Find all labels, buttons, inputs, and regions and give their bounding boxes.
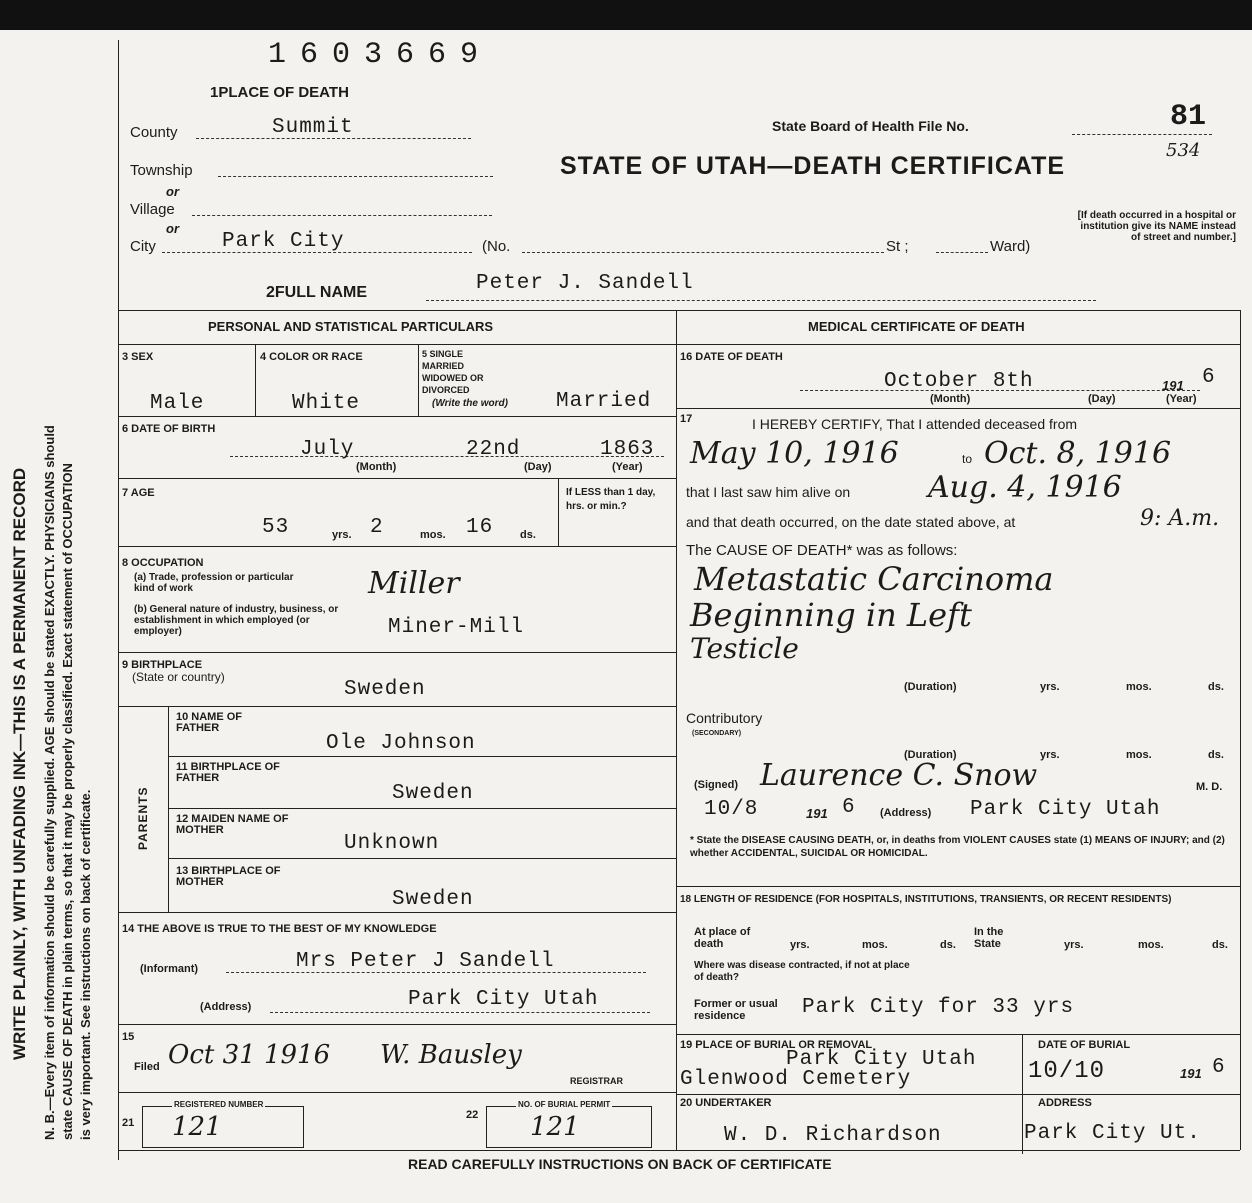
father-name-value: Ole Johnson (326, 732, 476, 755)
state-ds: ds. (1212, 939, 1228, 951)
cemetery-value: Glenwood Cemetery (680, 1068, 912, 1091)
at-place-label: At place of death (694, 926, 751, 950)
rule-informant (118, 912, 676, 913)
occupation-label: 8 OCCUPATION (122, 557, 204, 569)
color-value: White (292, 392, 361, 415)
dod-label: 16 DATE OF DEATH (680, 351, 783, 363)
attended-to: Oct. 8, 1916 (984, 436, 1172, 471)
rule-sex (255, 344, 256, 416)
age-ds-lbl: ds. (520, 529, 536, 541)
age-mos: 2 (370, 516, 384, 539)
dod-year-pre: 191 (1162, 378, 1184, 393)
duration-lbl-2: (Duration) (904, 749, 957, 761)
rule-color (418, 344, 419, 416)
dob-day-lbl: (Day) (524, 461, 552, 473)
color-label: 4 COLOR OR RACE (260, 351, 363, 363)
res-mos: mos. (862, 939, 888, 951)
cause-line-3: Testicle (690, 632, 799, 665)
village-label: Village (130, 201, 175, 218)
rule-mother-bp (168, 858, 676, 859)
md-label: M. D. (1196, 781, 1223, 793)
dob-month: July (300, 438, 355, 461)
death-occurred-label: and that death occurred, on the date stated above, at (686, 514, 1016, 530)
former-residence-label: Former or usual residence (694, 998, 778, 1022)
address-label: (Address) (200, 1001, 252, 1013)
board-label: State Board of Health File No. (772, 118, 969, 134)
rule-top-section (118, 310, 1240, 311)
age-mos-lbl: mos. (420, 529, 446, 541)
registrar-label: REGISTRAR (570, 1076, 624, 1086)
occupation-a-value: Miller (368, 566, 460, 601)
county-value: Summit (272, 116, 354, 139)
or-2: or (166, 221, 179, 236)
dur1-ds: ds. (1208, 681, 1224, 693)
marital-value: Married (556, 390, 652, 413)
occupation-a-label: (a) Trade, profession or particular kind of work (134, 572, 294, 594)
burial-place-label: 19 PLACE OF BURIAL OR REMOVAL (680, 1039, 873, 1051)
dur2-yrs: yrs. (1040, 749, 1060, 761)
dod-month-lbl: (Month) (930, 393, 971, 405)
duration-lbl-1: (Duration) (904, 681, 957, 693)
personal-heading: PERSONAL AND STATISTICAL PARTICULARS (208, 319, 494, 334)
dod-year: 6 (1202, 366, 1216, 389)
age-label: 7 AGE (122, 487, 155, 499)
margin-permanent-record: WRITE PLAINLY, WITH UNFADING INK—THIS IS A PERMANENT RECORD (10, 467, 29, 1060)
signed-label: (Signed) (694, 779, 738, 791)
n22: 22 (466, 1109, 479, 1121)
rule-center (676, 310, 677, 1150)
mother-name-label: 12 MAIDEN NAME OF MOTHER (176, 813, 289, 836)
marital-label: 5 SINGLE MARRIED WIDOWED OR DIVORCED (422, 349, 484, 395)
state-yrs: yrs. (1064, 939, 1084, 951)
rule-filed (118, 1024, 676, 1025)
undertaker-label: 20 UNDERTAKER (680, 1097, 772, 1109)
dob-label: 6 DATE OF BIRTH (122, 423, 216, 435)
place-of-death-label: 1PLACE OF DEATH (210, 84, 349, 101)
cause-note: * State the DISEASE CAUSING DEATH, or, in deaths from VIOLENT CAUSES state (1) MEANS OF INJURY; and (2) whether ACCIDENTAL, SUICIDAL OR HOMICIDAL. (690, 835, 1225, 859)
parents-label: PARENTS (136, 786, 150, 850)
reg-no-box (142, 1106, 304, 1148)
file-no: 81 (1170, 100, 1207, 134)
rule-reg (118, 1092, 676, 1093)
burial-permit-value: 121 (530, 1112, 580, 1142)
rule-certify (676, 408, 1240, 409)
attended-to-lbl: to (962, 452, 973, 466)
filed-label: Filed (134, 1061, 160, 1073)
res-ds: ds. (940, 939, 956, 951)
attended-from: May 10, 1916 (690, 436, 899, 471)
sex-label: 3 SEX (122, 351, 154, 363)
father-name-label: 10 NAME OF FATHER (176, 711, 243, 734)
filed-num: 15 (122, 1031, 135, 1043)
phys-address: Park City Utah (970, 798, 1161, 821)
state-mos: mos. (1138, 939, 1164, 951)
phys-address-lbl: (Address) (880, 807, 932, 819)
informant-label: (Informant) (140, 963, 199, 975)
age-yrs: 53 (262, 516, 290, 539)
disease-contracted-label: Where was disease contracted, if not at place of death? (694, 960, 910, 983)
rule-father-bp (168, 756, 676, 757)
informant-value: Mrs Peter J Sandell (296, 950, 555, 973)
mother-bp-label: 13 BIRTHPLACE OF MOTHER (176, 865, 281, 888)
street-no-label: (No. (482, 238, 511, 255)
last-saw-value: Aug. 4, 1916 (928, 470, 1122, 505)
township-label: Township (130, 162, 193, 179)
st-label: St ; (886, 238, 909, 255)
rule-parents-side (168, 706, 169, 912)
hospital-note: [If death occurred in a hospital or institution give its NAME instead of street and number.] (1077, 210, 1236, 243)
cause-line-1: Metastatic Carcinoma (694, 560, 1054, 598)
frame-right (1240, 310, 1241, 1150)
rule-dob (118, 416, 676, 417)
reg-no-label: REGISTERED NUMBER (174, 1100, 264, 1109)
burial-place-value: Park City Utah (786, 1048, 977, 1071)
medical-heading: MEDICAL CERTIFICATE OF DEATH (808, 319, 1025, 334)
less-than-label: If LESS than 1 day, hrs. or min.? (566, 487, 656, 512)
dod-day-lbl: (Day) (1088, 393, 1116, 405)
township-line (218, 176, 493, 177)
scan-top-border (0, 0, 1252, 30)
page-title: STATE OF UTAH—DEATH CERTIFICATE (560, 152, 1066, 180)
dob-day: 22nd (466, 438, 521, 461)
occupation-b-label: (b) General nature of industry, business, or establishment in which employed (or employer) (134, 604, 339, 637)
city-value: Park City (222, 230, 345, 253)
dur2-ds: ds. (1208, 749, 1224, 761)
dod-value: October 8th (884, 370, 1034, 393)
undertaker-address-label: ADDRESS (1038, 1097, 1092, 1109)
physician-signature: Laurence C. Snow (760, 758, 1038, 793)
age-ds: 16 (466, 516, 494, 539)
full-name-label: 2FULL NAME (266, 284, 368, 301)
secondary-label: (SECONDARY) (692, 730, 742, 737)
cause-label: The CAUSE OF DEATH* was as follows: (686, 542, 958, 559)
cause-line-2: Beginning in Left (690, 596, 972, 634)
address-line (270, 1012, 650, 1013)
mother-bp-value: Sweden (392, 888, 474, 911)
frame-left (118, 40, 119, 1160)
reg-no-value: 121 (172, 1112, 222, 1142)
rule-undertaker (676, 1094, 1240, 1095)
death-time: 9: A.m. (1140, 506, 1220, 531)
dob-month-lbl: (Month) (356, 461, 397, 473)
sign-date: 10/8 (704, 798, 759, 821)
rule-occupation (118, 546, 676, 547)
certificate-number: 1603669 (268, 38, 493, 72)
margin-note-2: state CAUSE OF DEATH in plain terms, so that it may be properly classified. Exact statement of OCCUPATION (60, 463, 75, 1140)
county-label: County (130, 124, 178, 141)
rule-bottom (118, 1150, 1240, 1151)
registrar-signature: W. Bausley (380, 1040, 522, 1070)
res-yrs: yrs. (790, 939, 810, 951)
rule-residence (676, 886, 1240, 887)
dur1-yrs: yrs. (1040, 681, 1060, 693)
margin-note-1: N. B.—Every item of information should be carefully supplied. AGE should be stated EXACTLY. PHYSICIANS should (42, 425, 57, 1140)
age-yrs-lbl: yrs. (332, 529, 352, 541)
last-saw-label: that I last saw him alive on (686, 484, 851, 500)
marital-note: (Write the word) (432, 398, 508, 409)
certify-label: I HEREBY CERTIFY, That I attended deceased from (752, 416, 1078, 432)
dob-line (230, 456, 664, 457)
full-name-line (426, 300, 1096, 301)
village-line (192, 215, 492, 216)
undertaker-value: W. D. Richardson (724, 1124, 942, 1147)
birthplace-value: Sweden (344, 678, 426, 701)
birthplace-label: 9 BIRTHPLACE (122, 659, 203, 671)
full-name-value: Peter J. Sandell (476, 272, 694, 295)
sign-year: 6 (842, 796, 856, 819)
or-1: or (166, 184, 179, 199)
sex-value: Male (150, 392, 205, 415)
father-bp-label: 11 BIRTHPLACE OF FATHER (176, 761, 280, 784)
mother-name-value: Unknown (344, 832, 440, 855)
residence-label: 18 LENGTH OF RESIDENCE (FOR HOSPITALS, INSTITUTIONS, TRANSIENTS, OR RECENT RESIDENTS) (680, 894, 1172, 905)
undertaker-address: Park City Ut. (1024, 1122, 1201, 1145)
certify-num: 17 (680, 413, 693, 425)
burial-year: 6 (1212, 1056, 1226, 1079)
sign-year-pre: 191 (806, 806, 828, 821)
rule-parents (118, 706, 676, 707)
rule-mother-name (168, 808, 676, 809)
rule-burial (676, 1034, 1240, 1035)
burial-year-pre: 191 (1180, 1066, 1202, 1081)
city-label: City (130, 238, 156, 255)
contributory-label: Contributory (686, 710, 763, 726)
file-no-sub: 534 (1166, 140, 1201, 161)
burial-permit-label: NO. OF BURIAL PERMIT (518, 1100, 611, 1109)
dur1-mos: mos. (1126, 681, 1152, 693)
dob-year-lbl: (Year) (612, 461, 643, 473)
address-value: Park City Utah (408, 988, 599, 1011)
birthplace-sub: (State or country) (132, 670, 225, 684)
date-of-burial-value: 10/10 (1028, 1058, 1106, 1085)
occupation-b-value: Miner-Mill (388, 616, 525, 639)
father-bp-value: Sweden (392, 782, 474, 805)
rule-age (118, 478, 676, 479)
n21: 21 (122, 1117, 135, 1129)
dod-year-lbl: (Year) (1166, 393, 1197, 405)
rule-birthplace (118, 652, 676, 653)
rule-medical (676, 344, 1240, 345)
margin-note-3: is very important. See instructions on back of certificate. (78, 789, 93, 1140)
ward-line (936, 252, 988, 253)
rule-personal (118, 344, 676, 345)
dur2-mos: mos. (1126, 749, 1152, 761)
street-line (522, 252, 884, 253)
rule-less (558, 478, 559, 546)
file-no-line (1072, 134, 1212, 135)
date-of-burial-label: DATE OF BURIAL (1038, 1039, 1131, 1051)
ward-label: Ward) (990, 238, 1031, 255)
above-true-label: 14 THE ABOVE IS TRUE TO THE BEST OF MY KNOWLEDGE (122, 923, 437, 935)
footer-instructions: READ CAREFULLY INSTRUCTIONS ON BACK OF CERTIFICATE (408, 1156, 832, 1172)
dob-year: 1863 (600, 438, 655, 461)
in-state-label: In the State (974, 926, 1004, 950)
filed-value: Oct 31 1916 (168, 1040, 331, 1070)
former-residence-value: Park City for 33 yrs (802, 996, 1075, 1019)
